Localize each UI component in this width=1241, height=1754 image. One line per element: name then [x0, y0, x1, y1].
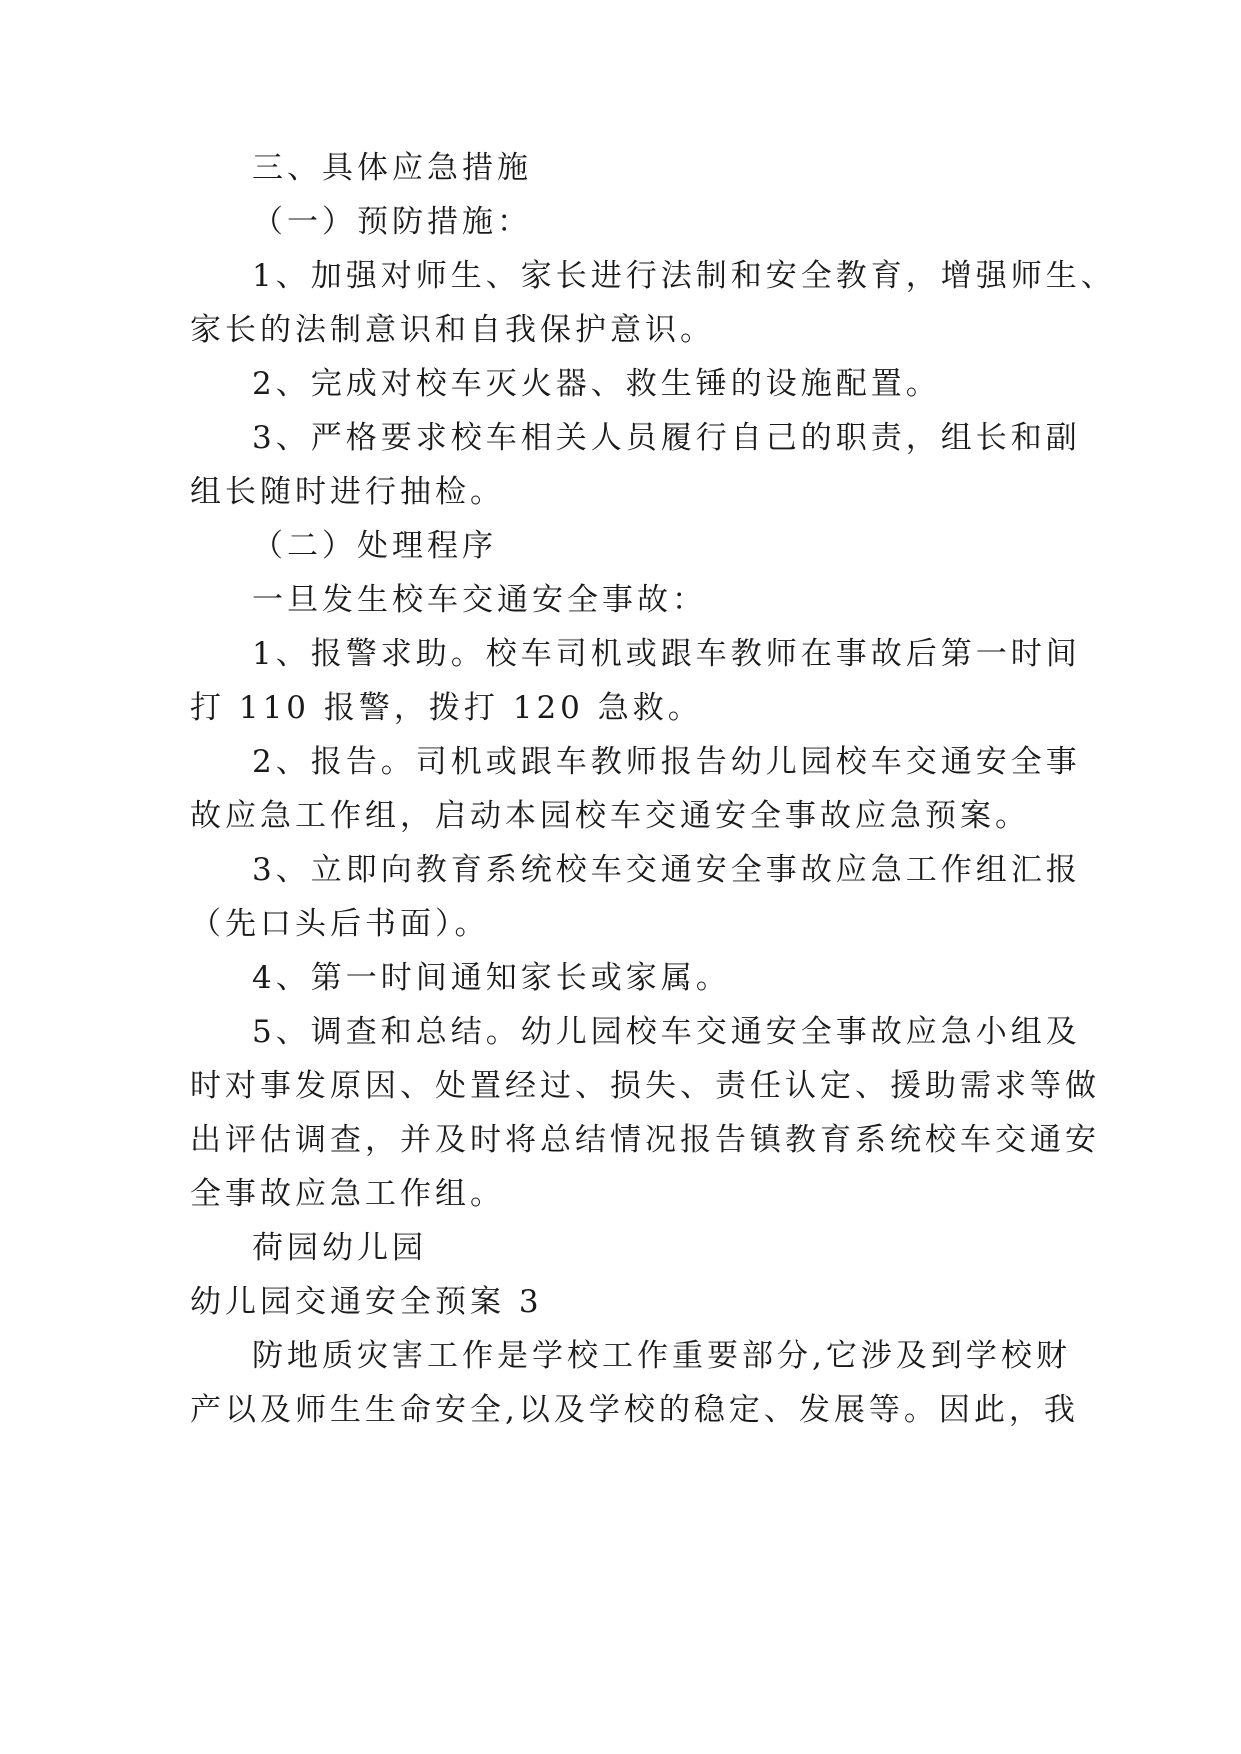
paragraph-line: 组长随时进行抽检。	[190, 474, 505, 510]
document-title: 幼儿园交通安全预案 3	[190, 1284, 543, 1320]
paragraph-line: 故应急工作组，启动本园校车交通安全事故应急预案。	[190, 798, 1030, 834]
paragraph-line: 3、严格要求校车相关人员履行自己的职责，组长和副	[252, 420, 1081, 456]
paragraph-line: 全事故应急工作组。	[190, 1176, 505, 1212]
paragraph-line: 打 110 报警，拨打 120 急救。	[190, 690, 703, 726]
paragraph-line: 防地质灾害工作是学校工作重要部分,它涉及到学校财	[252, 1338, 1071, 1374]
paragraph-line: 2、完成对校车灭火器、救生锤的设施配置。	[252, 366, 941, 402]
paragraph-line: 1、加强对师生、家长进行法制和安全教育，增强师生、	[252, 258, 1116, 294]
paragraph-line: 时对事发原因、处置经过、损失、责任认定、援助需求等做	[190, 1068, 1100, 1104]
subsection-heading: （二）处理程序	[252, 528, 497, 564]
paragraph-line: 出评估调查，并及时将总结情况报告镇教育系统校车交通安	[190, 1122, 1100, 1158]
paragraph-line: 一旦发生校车交通安全事故：	[252, 582, 707, 618]
subsection-heading: （一）预防措施：	[252, 204, 532, 240]
paragraph-line: 2、报告。司机或跟车教师报告幼儿园校车交通安全事	[252, 744, 1081, 780]
paragraph-line: 3、立即向教育系统校车交通安全事故应急工作组汇报	[252, 852, 1081, 888]
paragraph-line: 1、报警求助。校车司机或跟车教师在事故后第一时间	[252, 636, 1081, 672]
paragraph-line: （先口头后书面）。	[190, 906, 490, 942]
paragraph-line: 家长的法制意识和自我保护意识。	[190, 312, 715, 348]
signature-line: 荷园幼儿园	[252, 1230, 427, 1266]
paragraph-line: 5、调查和总结。幼儿园校车交通安全事故应急小组及	[252, 1014, 1081, 1050]
section-heading: 三、具体应急措施	[252, 150, 532, 186]
paragraph-line: 4、第一时间通知家长或家属。	[252, 960, 731, 996]
paragraph-line: 产以及师生生命安全,以及学校的稳定、发展等。因此，我	[190, 1392, 1079, 1428]
